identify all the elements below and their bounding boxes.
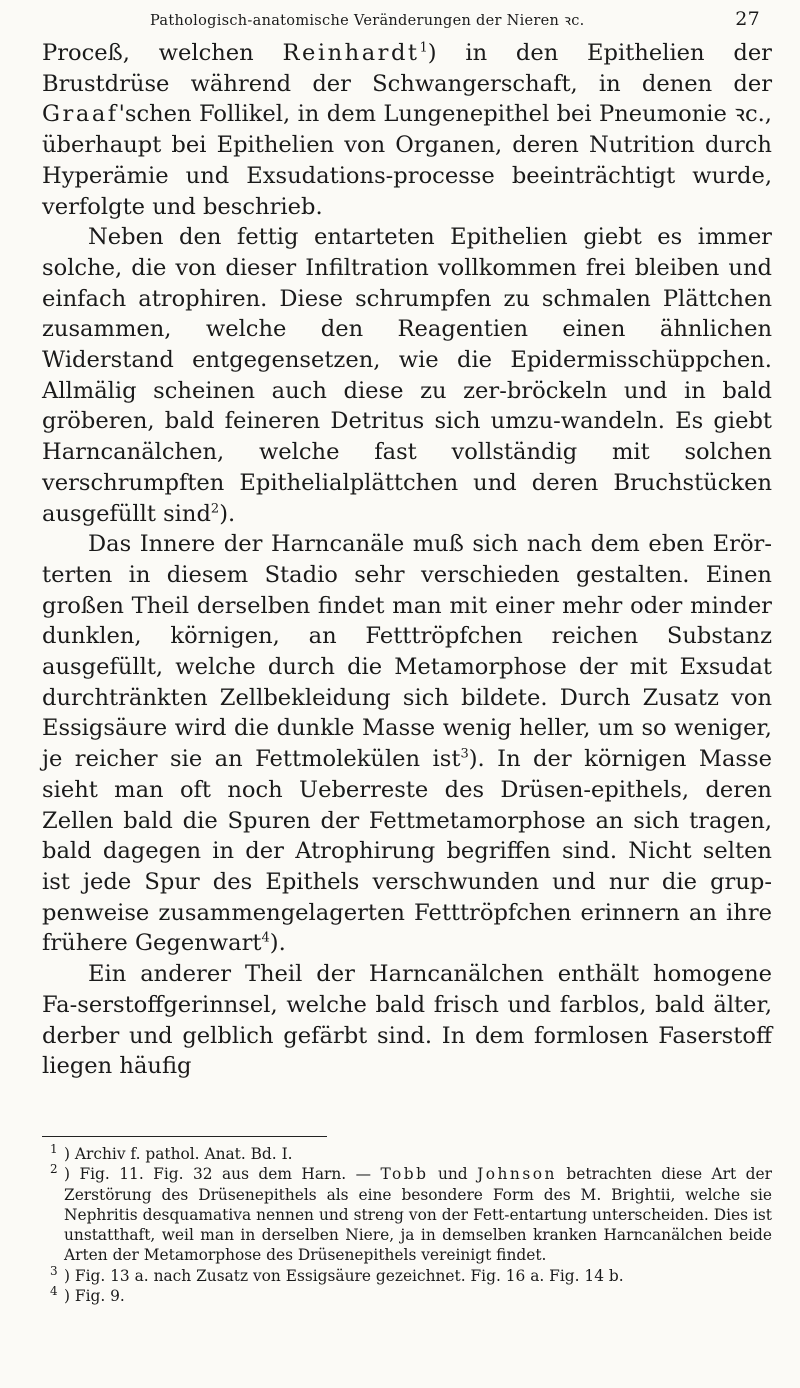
main-text (42, 38, 772, 1082)
author-name: Johnson (477, 1165, 557, 1184)
running-title: Pathologisch-anatomische Veränderungen der Nieren ꝛc. (150, 13, 585, 29)
page-number: 27 (735, 8, 760, 30)
paragraph (42, 959, 772, 1082)
footnote-mark-paren: ) (64, 1287, 75, 1306)
footnote-reference: 4 (261, 930, 270, 946)
text-segment: betrachten diese Art der Zerstörung des Drüsenepithels als eine besondere Form des M. Brightii, welche sie Nephritis desquamativa nennen und streng von der Fett-entartung unterscheiden. Dies ist unstatthaft, weil man in derselben Niere, ja in demselben kranken Harncanälchen beide Arten der Metamorphose des Drüsenepithels vereinigt findet. (64, 1165, 772, 1265)
text-segment: Fig. 13 a. nach Zusatz von Essigsäure gezeichnet. Fig. 16 a. Fig. 14 b. (74, 1266, 624, 1285)
paragraph (42, 529, 772, 959)
footnote: 2 ) Fig. 11. Fig. 32 aus dem Harn. — Tobb und Johnson betrachten diese Art der Zerstörung des Drüsenepithels als eine besondere Form des M. Brightii, welche sie Nephritis desquamativa nennen und streng von der Fett-entartung unterscheiden. Dies ist unstatthaft, weil man in derselben Niere, ja in demselben kranken Harncanälchen beide Arten der Metamorphose des Drüsenepithels vereinigt findet. (50, 1162, 772, 1265)
footnote-reference: 2 (210, 501, 220, 517)
author-name: Reinhardt (282, 40, 420, 66)
text-segment: ). (269, 930, 286, 957)
footnotes (42, 1141, 772, 1306)
text-segment: Ein anderer Theil der Harncanälchen enthält homogene Fa-serstoffgerinnsel, welche bald frisch und farblos, bald älter, derber und gelblich gefärbt sind. In dem formlosen Faserstoff liegen häufig (42, 961, 772, 1080)
footnote-separator (42, 1136, 327, 1137)
text-segment: Proceß, welchen (42, 40, 283, 66)
footnote: 1 ) Archiv f. pathol. Anat. Bd. I. (50, 1141, 293, 1163)
text-segment: ) in den Epithelien der Brustdrüse während der Schwangerschaft, in denen der (42, 40, 772, 97)
footnote-mark-paren: ) (64, 1145, 75, 1163)
text-segment: 'schen Follikel, in dem Lungenepithel bei Pneumonie ꝛc., überhaupt bei Epithelien von Organen, deren Nutrition durch Hyperämie und Exsudations-processe beeinträchtigt wurde, verfolgte und beschrieb. (42, 101, 772, 220)
footnote-reference: 1 (419, 40, 428, 56)
paragraph (42, 222, 772, 529)
author-name: Tobb (380, 1165, 429, 1184)
text-segment: und (428, 1165, 478, 1184)
footnote-mark-paren: ) (64, 1266, 75, 1285)
footnote-mark-paren: ) (64, 1165, 80, 1184)
text-segment: ). (219, 500, 236, 527)
text-segment: Fig. 11. Fig. 32 aus dem Harn. — (79, 1165, 381, 1184)
footnote: 4 ) Fig. 9. (50, 1283, 125, 1306)
page-header (150, 8, 760, 32)
author-name: Graaf (42, 101, 119, 128)
text-segment: Neben den fettig entarteten Epithelien giebt es immer solche, die von dieser Infiltration vollkommen frei bleiben und einfach atrophiren. Diese schrumpfen zu schmalen Plättchen zusammen, welche den Reagentien einen ähnlichen Widerstand entgegensetzen, wie die Epidermisschüppchen. Allmälig scheinen auch diese zu zer-bröckeln und in bald gröberen, bald feineren Detritus sich umzu-wandeln. Es giebt Harncanälchen, welche fast vollständig mit solchen verschrumpften Epithelialplättchen und deren Bruchstücken ausgefüllt sind (42, 224, 772, 527)
text-segment: ). In der körnigen Masse sieht man oft noch Ueberreste des Drüsen-epithels, deren Zellen bald die Spuren der Fettmetamorphose an sich tragen, bald dagegen in der Atrophirung begriffen sind. Nicht selten ist jede Spur des Epithels verschwunden und nur die grup-penweise zusammengelagerten Fetttröpfchen erinnern an ihre frühere Gegenwart (42, 746, 772, 957)
text-segment: Das Innere der Harncanäle muß sich nach dem eben Erör-terten in diesem Stadio sehr verschieden gestalten. Einen großen Theil derselben findet man mit einer mehr oder minder dunklen, körnigen, an Fetttröpfchen reichen Substanz ausgefüllt, welche durch die Metamorphose der mit Exsudat durchtränkten Zellbekleidung sich bildete. Durch Zusatz von Essigsäure wird die dunkle Masse wenig heller, um so weniger, je reicher sie an Fettmolekülen ist (42, 531, 772, 773)
paragraph (42, 38, 772, 222)
footnote: 3 ) Fig. 13 a. nach Zusatz von Essigsäure gezeichnet. Fig. 16 a. Fig. 14 b. (50, 1263, 624, 1285)
text-segment: Archiv f. pathol. Anat. Bd. I. (74, 1145, 293, 1163)
text-segment: Fig. 9. (74, 1287, 125, 1306)
footnote-reference: 3 (460, 746, 469, 762)
